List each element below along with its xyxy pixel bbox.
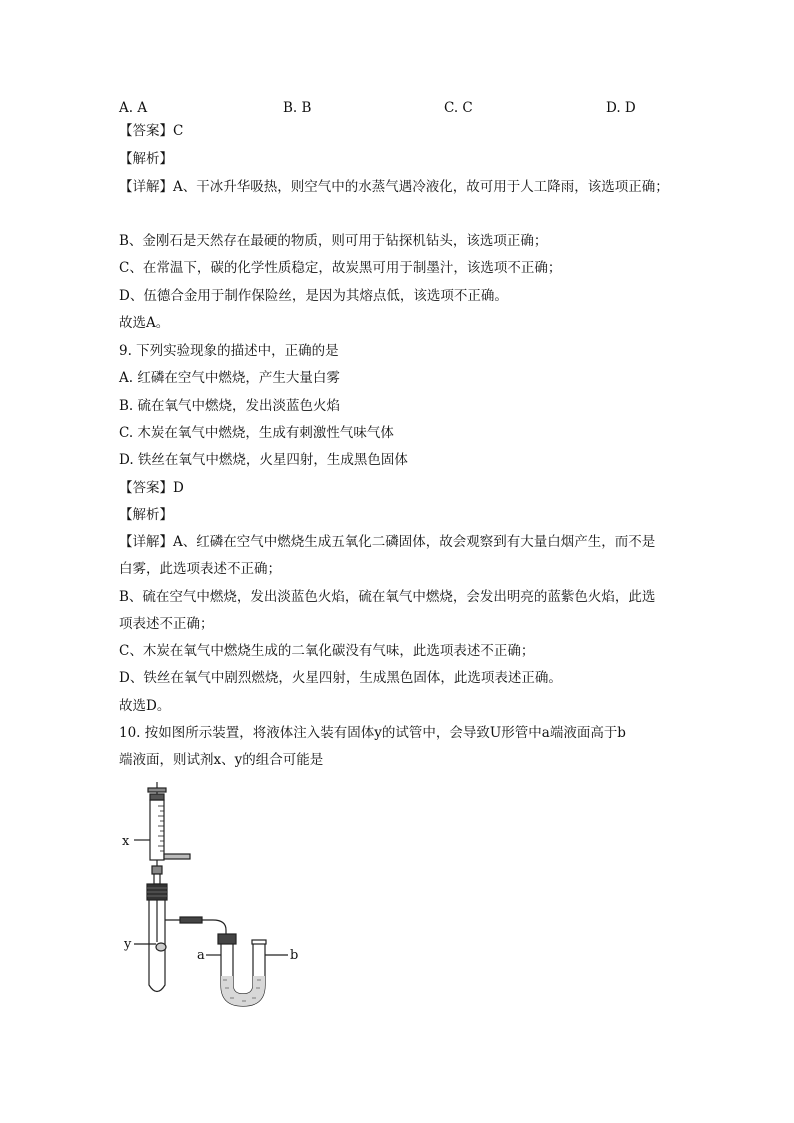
q8-detail-d: D、伍德合金用于制作保险丝，是因为其熔点低，该选项不正确。 [119,288,508,304]
q10-stem-2: 端液面，则试剂x、y的组合可能是 [119,752,324,768]
q8-choice-d: D. D [606,100,636,116]
q8-choice-b: B. B [283,100,312,116]
connector-block [152,866,162,874]
q8-detail-c: C、在常温下，碳的化学性质稳定，故炭黑可用于制墨汁，该选项不正确； [119,260,562,276]
q9-detail-b-2: 项表述不正确； [119,616,214,632]
solid-y [156,943,166,951]
q9-detail-a-1: 【详解】A、红磷在空气中燃烧生成五氧化二磷固体，故会观察到有大量白烟产生，而不是 [119,534,656,550]
u-tube-stopper [218,934,236,944]
label-y: y [124,937,132,952]
q9-detail-c: C、木炭在氧气中燃烧生成的二氧化碳没有气味，此选项表述不正确； [119,643,535,659]
u-tube-liquid [221,976,265,1006]
syringe-side-arm [164,854,190,859]
q8-conclusion: 故选A。 [119,315,170,331]
syringe-scale [158,806,164,851]
q8-answer: 【答案】C [119,123,184,139]
q9-option-b: B. 硫在氧气中燃烧，发出淡蓝色火焰 [119,398,341,414]
u-tube-open-end [252,940,266,944]
q9-stem: 9. 下列实验现象的描述中，正确的是 [119,343,339,359]
q8-choice-a: A. A [119,100,148,116]
q8-detail-b: B、金刚石是天然存在最硬的物质，则可用于钻探机钻头，该选项正确； [119,233,548,249]
syringe-plunger-head [150,794,164,800]
rubber-hose [180,917,202,923]
q9-conclusion: 故选D。 [119,698,171,714]
q8-analysis-heading: 【解析】 [119,151,173,167]
q9-analysis-heading: 【解析】 [119,507,173,523]
q9-option-c: C. 木炭在氧气中燃烧，生成有刺激性气味气体 [119,425,394,441]
q9-detail-a-2: 白雾，此选项表述不正确； [119,561,281,577]
q10-stem-1: 10. 按如图所示装置，将液体注入装有固体y的试管中，会导致U形管中a端液面高于b [119,725,626,741]
q9-detail-b-1: B、硫在空气中燃烧，发出淡蓝色火焰，硫在氧气中燃烧，会发出明亮的蓝紫色火焰，此选 [119,589,656,605]
apparatus-figure [118,780,308,1010]
q9-detail-d: D、铁丝在氧气中剧烈燃烧，火星四射，生成黑色固体，此选项表述正确。 [119,670,562,686]
syringe-plunger-cap [148,788,166,792]
label-b: b [290,948,299,963]
q9-option-a: A. 红磷在空气中燃烧，产生大量白雾 [119,370,340,386]
label-x: x [122,834,130,849]
q9-answer: 【答案】D [119,480,184,496]
q8-detail-a: 【详解】A、干冰升华吸热，则空气中的水蒸气遇冷液化，故可用于人工降雨，该选项正确； [119,179,669,195]
connector-base [154,874,160,884]
label-a: a [197,948,205,963]
q8-choice-c: C. C [444,100,473,116]
q9-option-d: D. 铁丝在氧气中燃烧，火星四射，生成黑色固体 [119,452,408,468]
